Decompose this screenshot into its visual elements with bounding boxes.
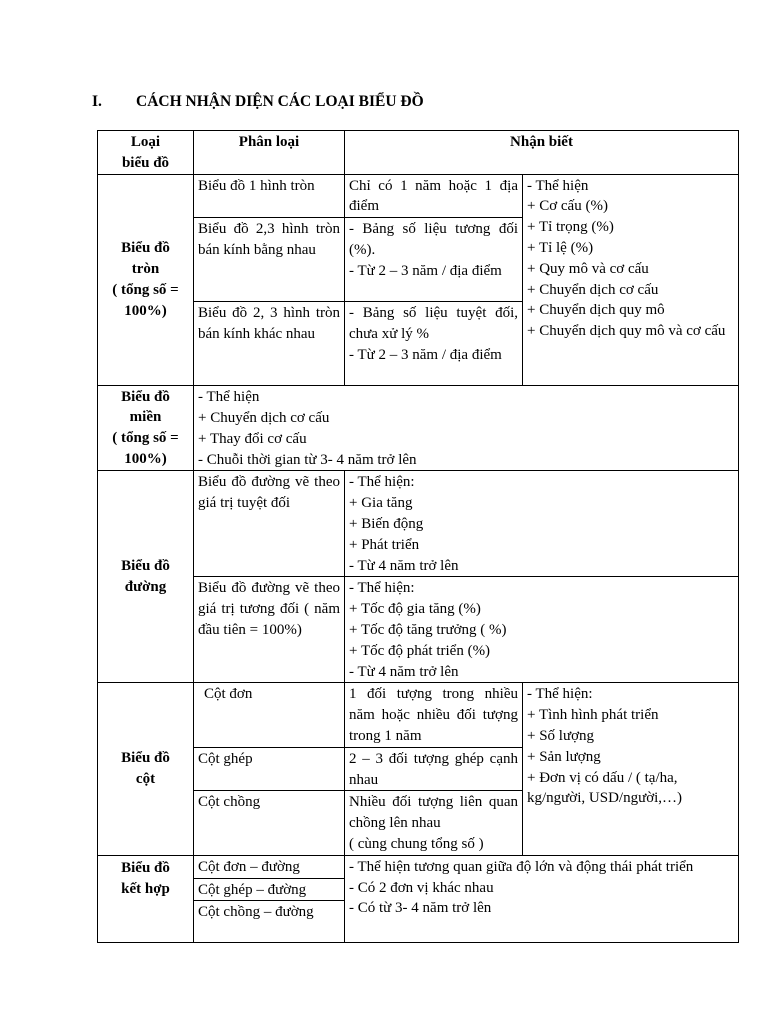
table-row xyxy=(98,174,739,218)
sub-note: Chỉ có 1 năm hoặc 1 địa điểm xyxy=(345,174,523,218)
table-row xyxy=(98,683,739,747)
header-classification: Phân loại xyxy=(194,131,345,175)
table-header-row xyxy=(98,131,739,175)
header-type: Loại biểu đồ xyxy=(98,131,194,175)
section-title: CÁCH NHẬN DIỆN CÁC LOẠI BIỂU ĐỒ xyxy=(136,93,424,110)
section-number: I. xyxy=(92,93,102,110)
row-label-mien: Biểu đồ miền ( tổng số = 100%) xyxy=(98,386,194,471)
sub-note: - Bảng số liệu tương đối (%). - Từ 2 – 3 năm / địa điểm xyxy=(345,218,523,302)
chart-types-table xyxy=(97,130,739,943)
empty-cell xyxy=(194,923,345,942)
sub-type: Biểu đồ 2,3 hình tròn bán kính bằng nhau xyxy=(194,218,345,302)
sub-type: Cột ghép – đường xyxy=(194,878,345,901)
sub-type: Cột chồng – đường xyxy=(194,901,345,923)
sub-note: 1 đối tượng trong nhiều năm hoặc nhiều đối tượng trong 1 năm xyxy=(345,683,523,747)
table-row xyxy=(98,577,739,683)
header-recognition: Nhận biết xyxy=(345,131,739,175)
sub-type: Cột đơn xyxy=(194,683,345,747)
sub-type: Cột đơn – đường xyxy=(194,855,345,878)
sub-type: Biểu đồ đường vẽ theo giá trị tuyệt đối xyxy=(194,471,345,577)
sub-type: Cột chồng xyxy=(194,791,345,855)
sub-type: Biểu đồ 1 hình tròn xyxy=(194,174,345,218)
row-label-kethop: Biểu đồ kết hợp xyxy=(98,855,194,942)
mien-content: - Thể hiện + Chuyển dịch cơ cấu + Thay đổi cơ cấu - Chuỗi thời gian từ 3- 4 năm trở lên xyxy=(194,386,739,471)
sub-note: 2 – 3 đối tượng ghép cạnh nhau xyxy=(345,747,523,791)
sub-note: - Thể hiện: + Gia tăng + Biến động + Phát triển - Từ 4 năm trở lên xyxy=(345,471,739,577)
sub-type: Biểu đồ 2, 3 hình tròn bán kính khác nhau xyxy=(194,302,345,386)
shows-list: - Thể hiện: + Tình hình phát triển + Số lượng + Sản lượng + Đơn vị có dấu / ( tạ/ha, kg/người, USD/người,…) xyxy=(523,683,739,855)
sub-type: Biểu đồ đường vẽ theo giá trị tương đối ( năm đầu tiên = 100%) xyxy=(194,577,345,683)
shows-list: - Thể hiện + Cơ cấu (%) + Tỉ trọng (%) + Tỉ lệ (%) + Quy mô và cơ cấu + Chuyển dịch cơ cấu + Chuyển dịch quy mô + Chuyển dịch quy mô và cơ cấu xyxy=(523,174,739,386)
sub-note: - Bảng số liệu tuyệt đối, chưa xử lý % - Từ 2 – 3 năm / địa điểm xyxy=(345,302,523,386)
table-row xyxy=(98,386,739,471)
row-label-cot: Biểu đồ cột xyxy=(98,683,194,855)
table-row xyxy=(98,471,739,577)
row-label-tron: Biểu đồ tròn ( tổng số = 100%) xyxy=(98,174,194,386)
kethop-content: - Thể hiện tương quan giữa độ lớn và động thái phát triển - Có 2 đơn vị khác nhau - Có từ 3- 4 năm trở lên xyxy=(345,855,739,942)
sub-note: Nhiều đối tượng liên quan chồng lên nhau ( cùng chung tổng số ) xyxy=(345,791,523,855)
table-row xyxy=(98,855,739,878)
sub-type: Cột ghép xyxy=(194,747,345,791)
row-label-duong: Biểu đồ đường xyxy=(98,471,194,683)
sub-note: - Thể hiện: + Tốc độ gia tăng (%) + Tốc độ tăng trưởng ( %) + Tốc độ phát triển (%) - Từ 4 năm trở lên xyxy=(345,577,739,683)
